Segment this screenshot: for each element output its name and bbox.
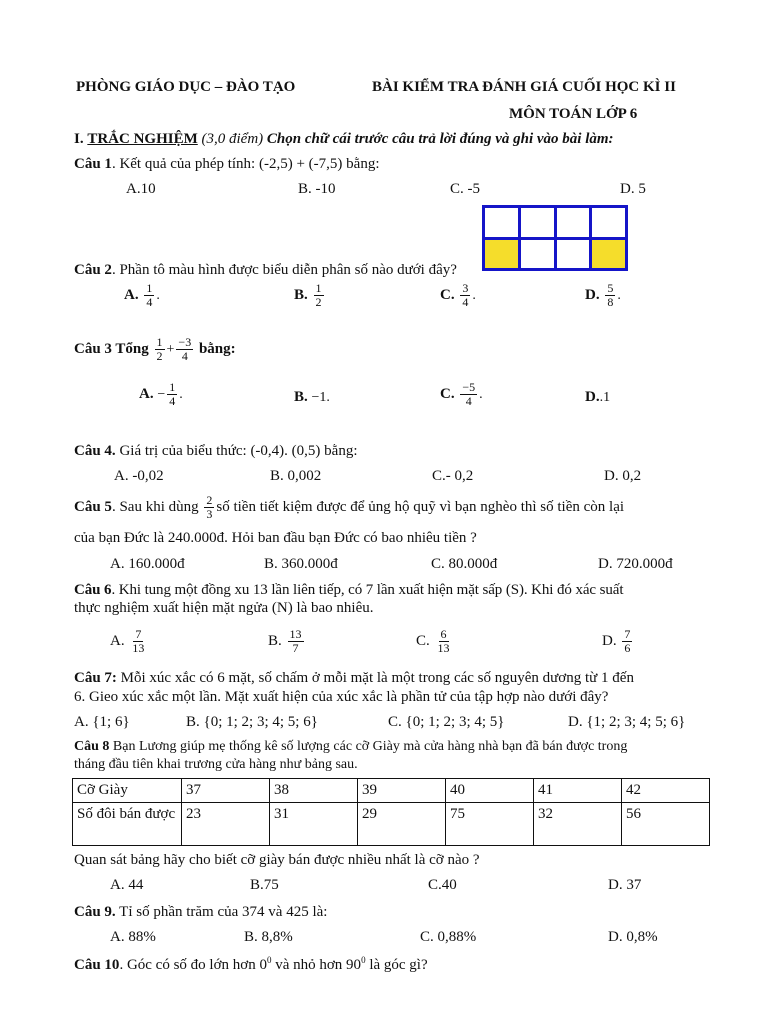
fraction [436,628,452,655]
question-10 [74,955,428,974]
grid-cell [485,208,518,237]
q6-option-c[interactable] [416,628,454,655]
q5-option-a[interactable]: A. 160.000đ [110,556,185,572]
q7-option-c[interactable]: C. {0; 1; 2; 3; 4; 5} [388,714,505,730]
q4-option-d[interactable]: D. 0,2 [604,468,642,484]
numerator: 1 [315,281,322,295]
q8-option-b[interactable]: B.75 [250,877,279,893]
fraction [622,628,632,655]
q5-option-d[interactable]: D. 720.000đ [598,556,673,572]
numerator: 3 [462,281,469,295]
question-text: Tỉ số phần trăm của 374 và 425 là: [115,904,328,920]
school-department: PHÒNG GIÁO DỤC – ĐÀO TẠO [76,79,296,95]
q8-option-c[interactable]: C.40 [428,877,457,893]
numerator: 1 [156,335,163,349]
denominator: 7 [292,641,299,655]
question-text: . Khi tung một đồng xu 13 lần liên tiếp, có 7 lần xuất hiện mặt sấp (S). Khi đó xác suất [111,582,624,598]
exam-subject: MÔN TOÁN LỚP 6 [509,106,638,122]
q2-option-d[interactable]: D. $\frac{5}{8}$ . [585,281,621,309]
option-letter: A. [110,632,125,649]
q9-option-d[interactable]: D. 0,8% [608,929,658,945]
table-cell: 38 [270,779,358,803]
numerator: 6 [440,627,447,641]
question-label: Câu 3 Tổng [74,340,149,357]
question-5-line2: của bạn Đức là 240.000đ. Hỏi ban đầu bạn Đức có bao nhiêu tiền ? [74,530,477,546]
q2-option-b[interactable] [294,282,326,309]
option-letter: D. [585,286,600,303]
q8-option-a[interactable]: A. 44 [110,877,144,893]
question-label: Câu 8 [74,739,110,754]
q3-option-c[interactable]: C. $\frac{-5}{4}$ . [440,380,483,408]
q1-option-b[interactable]: B. -10 [298,181,336,197]
fraction [605,282,615,309]
section-heading [74,131,614,148]
table-cell: 56 [622,803,710,846]
question-label: Câu 4. [74,443,116,459]
denominator: 8 [607,295,614,309]
question-text: là góc gì? [365,957,428,973]
q4-option-c[interactable]: C.- 0,2 [432,468,474,484]
q4-option-b[interactable]: B. 0,002 [270,468,322,484]
numerator: 2 [206,493,213,507]
q5-option-c[interactable]: C. 80.000đ [431,556,498,572]
fraction [314,282,324,309]
table-cell: 75 [446,803,534,846]
question-8-ask: Quan sát bảng hãy cho biết cỡ giày bán được nhiều nhất là cỡ nào ? [74,852,480,868]
question-8-line2: tháng đầu tiên khai trương cửa hàng như bảng sau. [74,757,358,772]
question-7 [74,670,634,687]
option-value: .1 [599,390,611,405]
table-cell: 42 [622,779,710,803]
grid-cell [557,208,590,237]
denominator: 4 [181,349,188,363]
q9-option-b[interactable]: B. 8,8% [244,929,293,945]
table-cell: 32 [534,803,622,846]
fraction [176,336,193,363]
q2-option-c[interactable]: C. $\frac{3}{4}$ . [440,281,476,309]
question-4 [74,443,358,460]
table-cell: 41 [534,779,622,803]
q5-option-b[interactable]: B. 360.000đ [264,556,338,572]
option-letter: A. [139,385,154,402]
option-letter: D. [602,632,617,649]
grid-cell [592,208,625,237]
question-text: Bạn Lương giúp mẹ thống kê số lượng các cỡ Giày mà cửa hàng nhà bạn đã bán được trong [109,739,628,754]
question-7-line2: 6. Gieo xúc xắc một lần. Mặt xuất hiện của xúc xắc là phần tử của tập hợp nào dưới đây? [74,689,609,705]
question-text: . Sau khi dùng [111,498,199,515]
degree-superscript: 0 [361,955,366,965]
question-text: Mỗi xúc xắc có 6 mặt, số chấm ở mỗi mặt là một trong các số nguyên dương từ 1 đến [116,670,634,686]
denominator: 6 [624,641,631,655]
table-cell: 29 [358,803,446,846]
option-letter: A. [124,286,139,303]
question-5 [74,494,624,521]
q1-option-c[interactable]: C. -5 [450,181,480,197]
q6-option-d[interactable] [602,628,634,655]
fraction [130,628,146,655]
grid-cell [557,240,590,269]
fraction [144,282,154,309]
grid-cell-shaded [485,240,518,269]
grid-cell [521,240,554,269]
q3-option-d[interactable] [585,389,610,406]
question-9 [74,904,327,921]
denominator: 4 [146,295,153,309]
question-6-line2: thực nghiệm xuất hiện mặt ngửa (N) là bao nhiêu. [74,600,374,616]
table-row [73,779,710,803]
q3-option-b[interactable] [294,389,330,406]
option-letter: C. [416,632,430,649]
question-label: Câu 1 [74,156,112,172]
q9-option-a[interactable]: A. 88% [110,929,156,945]
q2-option-a[interactable]: A. $\frac{1}{4}$ . [124,281,160,309]
q9-option-c[interactable]: C. 0,88% [420,929,477,945]
numerator: −3 [178,335,192,349]
table-cell: 31 [270,803,358,846]
fraction [460,282,470,309]
question-text: và nhỏ hơn 90 [271,957,362,973]
denominator: 4 [465,394,472,408]
shoe-size-table [72,778,710,846]
question-1 [74,156,379,173]
plus-sign: + [166,341,175,357]
question-label: Câu 5 [74,498,112,515]
q1-option-a[interactable]: A.10 [126,181,156,197]
numerator: 1 [146,281,153,295]
table-cell: 39 [358,779,446,803]
question-text: . Phần tô màu hình được biểu diễn phân số nào dưới đây? [111,262,457,278]
question-label: Câu 10 [74,957,120,973]
option-letter: D. [585,389,600,405]
denominator: 13 [437,641,450,655]
q4-option-a[interactable]: A. -0,02 [114,468,164,484]
option-letter: B. [268,632,282,649]
q7-option-b[interactable]: B. {0; 1; 2; 3; 4; 5; 6} [186,714,318,730]
numerator: 7 [624,627,631,641]
question-6 [74,582,623,599]
option-letter: B. [294,286,308,303]
section-points: (3,0 điểm) [201,131,264,147]
table-cell: 40 [446,779,534,803]
option-letter: C. [440,286,455,303]
numerator: 5 [607,281,614,295]
fraction [288,628,304,655]
question-3 [74,336,236,363]
numerator: −5 [462,380,476,394]
fraction-grid-figure [482,205,628,271]
question-text: . Góc có số đo lớn hơn 0 [119,957,267,973]
option-value: −1. [311,390,330,405]
fraction [204,494,214,521]
question-2 [74,262,457,279]
exam-title: BÀI KIỂM TRA ĐÁNH GIÁ CUỐI HỌC KÌ II [372,79,676,95]
option-letter: C. [440,385,455,402]
question-label: Câu 9. [74,904,116,920]
denominator: 2 [156,349,163,363]
question-label: Câu 2 [74,262,112,278]
section-number: I. [74,131,84,147]
question-label: Câu 7: [74,670,117,686]
fraction [155,336,165,363]
degree-superscript: 0 [266,955,272,965]
minus-sign: − [157,386,166,402]
table-row [73,803,710,846]
question-label: Câu 6 [74,582,112,598]
grid-cell-shaded [592,240,625,269]
question-text: . Kết quả của phép tính: (-2,5) + (-7,5) bằng: [111,156,380,172]
question-suffix: bằng: [198,340,236,357]
question-8 [74,739,627,755]
q7-option-a[interactable]: A. {1; 6} [74,714,130,730]
section-instruction: Chọn chữ cái trước câu trả lời đúng và ghi vào bài làm: [266,131,614,147]
q1-option-d[interactable]: D. 5 [620,181,646,197]
section-title: TRẮC NGHIỆM [87,131,198,147]
q6-option-a[interactable] [110,628,148,655]
fraction [460,381,477,408]
q3-option-a[interactable]: A. − $\frac{1}{4}$ . [139,380,183,408]
denominator: 3 [206,507,213,521]
denominator: 4 [462,295,469,309]
denominator: 4 [169,394,176,408]
numerator: 13 [289,627,302,641]
question-text: số tiền tiết kiệm được để ủng hộ quỹ vì bạn nghèo thì số tiền còn lại [216,498,625,515]
table-cell: 37 [182,779,270,803]
q8-option-d[interactable]: D. 37 [608,877,642,893]
option-letter: B. [294,389,308,405]
denominator: 13 [132,641,145,655]
numerator: 1 [169,380,176,394]
grid-cell [521,208,554,237]
table-header-cell: Cỡ Giày [73,779,182,803]
fraction [167,381,177,408]
q7-option-d[interactable]: D. {1; 2; 3; 4; 5; 6} [568,714,686,730]
question-text: Giá trị của biểu thức: (-0,4). (0,5) bằng: [115,443,358,459]
table-header-cell: Số đôi bán được [73,803,182,846]
table-cell: 23 [182,803,270,846]
numerator: 7 [135,627,142,641]
q6-option-b[interactable] [268,628,306,655]
denominator: 2 [315,295,322,309]
